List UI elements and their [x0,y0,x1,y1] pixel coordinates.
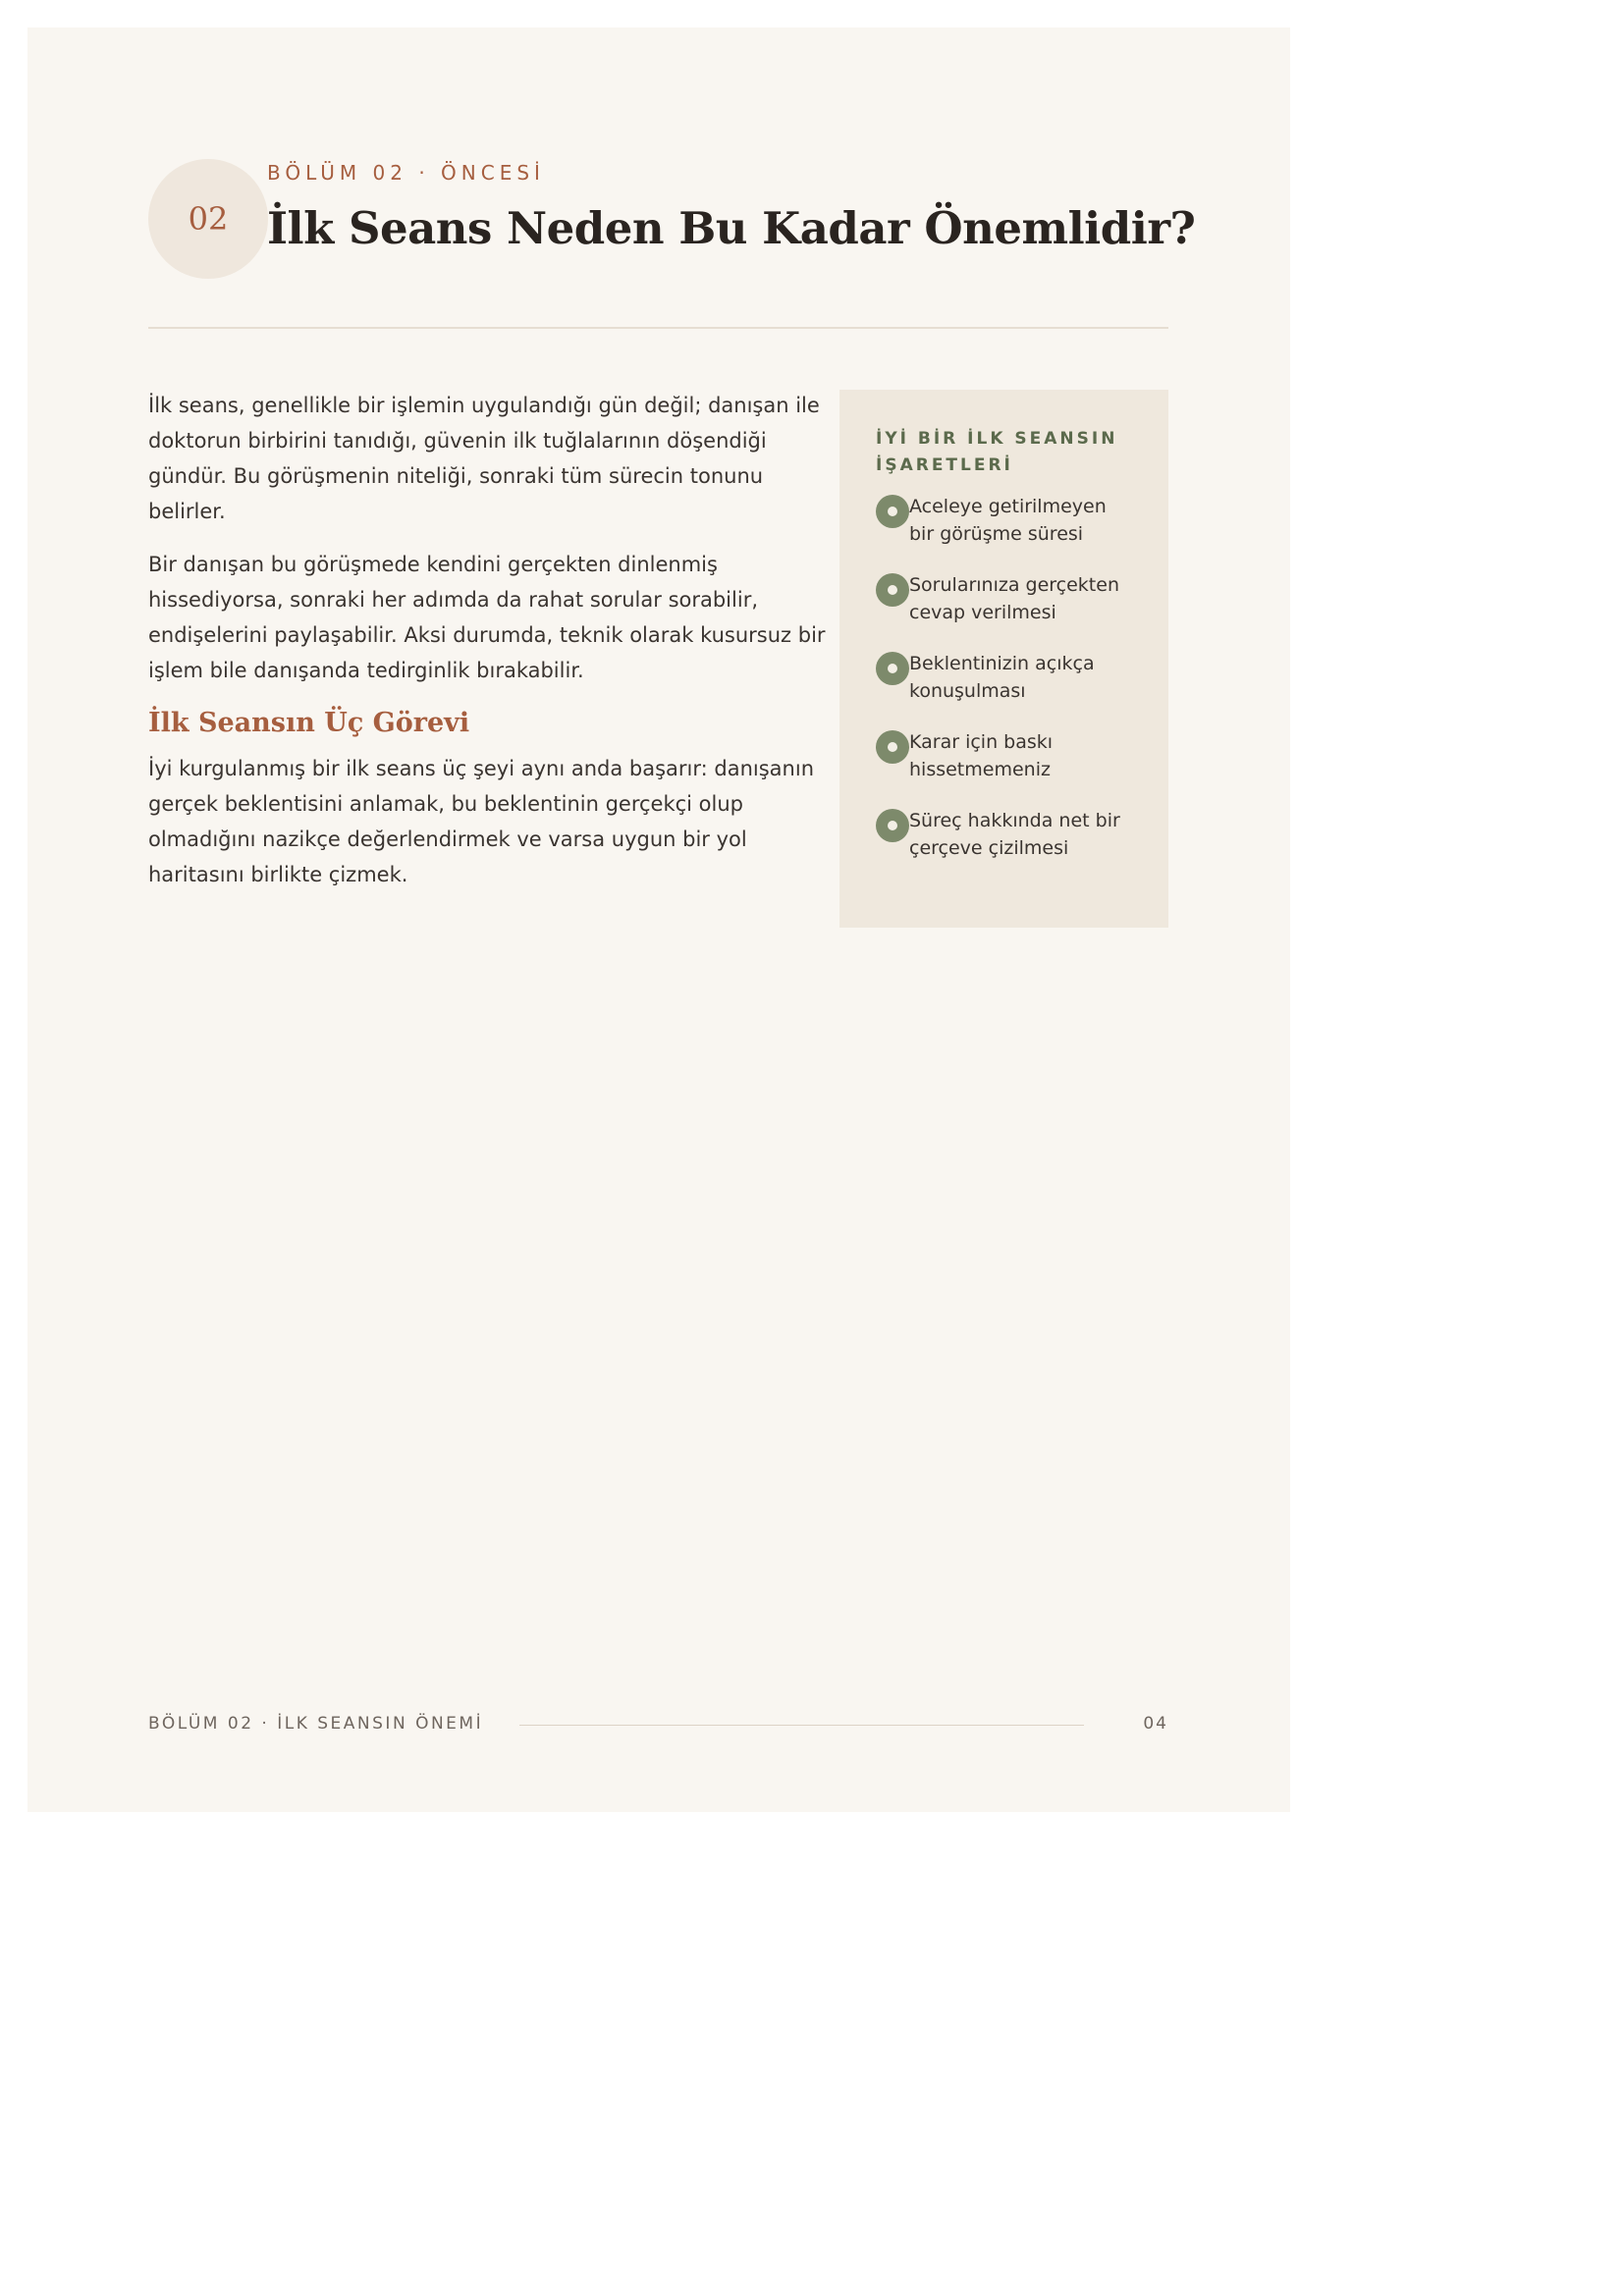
chapter-number-badge [148,159,268,279]
document-page [27,27,1290,1812]
list-item-text: Beklentinizin açıkça konuşulması [909,653,1095,702]
sidebar-heading: İYİ BİR İLK SEANSIN İŞARETLERİ [876,429,1118,475]
list-item [876,728,1133,783]
footer-section-label: BÖLÜM 02 · İLK SEANSIN ÖNEMİ [148,1714,484,1734]
list-item [876,493,1133,548]
body-paragraph-2: Bir danışan bu görüşmede kendini gerçekten dinlenmiş hissediyorsa, sonraki her adımda da rahat sorular sorabilir, endişelerini paylaşabilir. Aksi durumda, teknik olarak kusursuz bir işlem bile danışanda tedirginlik bırakabilir. [148,553,826,682]
body-paragraph-3: İyi kurgulanmış bir ilk seans üç şeyi aynı anda başarır: danışanın gerçek beklentisini anlamak, bu beklentinin gerçekçi olup olmadığını nazikçe değerlendirmek ve varsa uygun bir yol haritasını birlikte çizmek. [148,757,815,886]
list-item [876,571,1133,626]
page-number: 04 [1143,1714,1168,1734]
header-divider [148,327,1168,329]
list-item-text: Karar için baskı hissetmemeniz [909,731,1054,780]
list-item-text: Aceleye getirilmeyen bir görüşme süresi [909,496,1107,545]
body-paragraph-1: İlk seans, genellikle bir işlemin uygulandığı gün değil; danışan ile doktorun birbirini tanıdığı, güvenin ilk tuğlalarının döşendiği gündür. Bu görüşmenin niteliği, sonraki tüm sürecin tonunu belirler. [148,394,820,523]
bullet-dot-icon [876,809,909,842]
footer-divider [519,1725,1084,1726]
bullet-dot-icon [876,730,909,764]
bullet-dot-icon [876,573,909,607]
section-subheading: İlk Seansın Üç Görevi [148,708,470,738]
signs-sidebar [839,390,1168,928]
list-item [876,650,1133,705]
main-text-column [148,388,836,910]
list-item-text: Sorularınıza gerçekten cevap verilmesi [909,574,1119,623]
bullet-dot-icon [876,495,909,528]
list-item [876,807,1133,862]
chapter-eyebrow: BÖLÜM 02 · ÖNCESİ [267,161,545,185]
list-item-text: Süreç hakkında net bir çerçeve çizilmesi [909,810,1120,859]
chapter-number: 02 [188,200,229,238]
page-title: İlk Seans Neden Bu Kadar Önemlidir? [267,202,1196,254]
signs-list [876,493,1133,862]
bullet-dot-icon [876,652,909,685]
